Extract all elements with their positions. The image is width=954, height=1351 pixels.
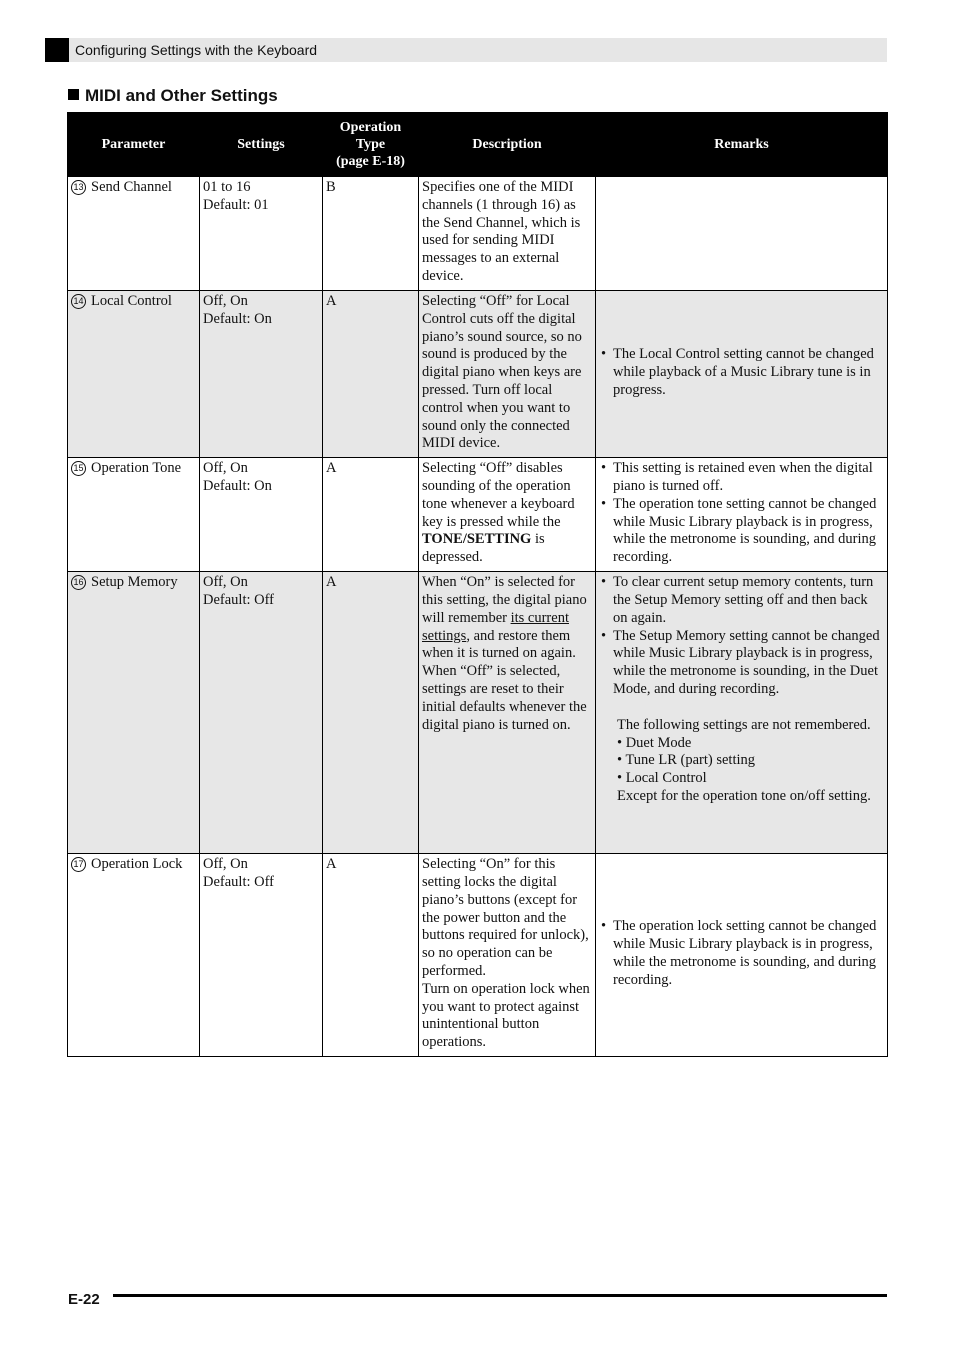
remarks-cell — [596, 458, 888, 572]
description-cell — [419, 458, 596, 572]
description-cell — [419, 572, 596, 854]
settings-default: Default: On — [203, 477, 272, 494]
settings-range: 01 to 16 — [203, 179, 251, 195]
table-row — [68, 458, 888, 572]
remarks-list — [599, 346, 884, 399]
note-list — [617, 735, 884, 788]
settings-table — [67, 112, 888, 1057]
remark-item: • The Local Control setting cannot be changed while playback of a Music Library tune is in progress. — [599, 346, 884, 399]
running-header-text: Configuring Settings with the Keyboard — [75, 42, 318, 58]
header-remarks: Remarks — [596, 113, 888, 177]
remarks-cell — [596, 177, 888, 291]
remarks-list — [599, 460, 884, 567]
description-text: Selecting “Off” disables sounding of the operation tone whenever a keyboard key is pressed while the — [422, 460, 575, 530]
description-text: When “Off” is selected, settings are reset to their initial defaults whenever the digital piano is turned on. — [422, 663, 587, 733]
description-text: Turn on operation lock when you want to protect against unintentional button operations. — [422, 980, 590, 1051]
footer-rule — [113, 1294, 887, 1297]
settings-default: Default: Off — [203, 873, 274, 890]
page-number: E-22 — [68, 1291, 100, 1308]
remarks-cell — [596, 291, 888, 458]
param-name: Send Channel — [91, 179, 172, 195]
header-op-line3: (page E-18) — [336, 154, 405, 169]
settings-cell — [200, 291, 323, 458]
header-marker — [45, 38, 69, 62]
header-op-line1: Operation — [339, 120, 402, 135]
running-header — [45, 38, 887, 62]
type-cell: A — [323, 291, 419, 458]
settings-default: Default: 01 — [203, 196, 269, 213]
section-title — [68, 86, 278, 106]
description-text: , and restore them when it is turned on again. — [422, 627, 576, 662]
header-operation-type — [323, 113, 419, 177]
header-parameter: Parameter — [68, 113, 200, 177]
description-text: is depressed. — [422, 531, 545, 566]
table-row — [68, 854, 888, 1057]
type-cell: A — [323, 572, 419, 854]
note-outro: Except for the operation tone on/off setting. — [617, 787, 871, 804]
description-underlined: its current settings — [422, 609, 569, 644]
param-name: Operation Tone — [91, 460, 182, 477]
description-cell: Selecting “Off” for Local Control cuts off the digital piano’s sound source, so no sound is produced by the digital piano when keys are pressed. Turn off local control when you want to sound only the connected MIDI device. — [419, 291, 596, 458]
square-bullet-icon — [68, 89, 79, 100]
header-settings: Settings — [200, 113, 323, 177]
note-item: • Duet Mode — [617, 735, 884, 753]
note-intro: The following settings are not remembered. — [617, 716, 871, 733]
remarks-list — [599, 918, 884, 989]
remark-item: • This setting is retained even when the digital piano is turned off. — [599, 460, 884, 496]
remark-item: • The operation tone setting cannot be changed while Music Library playback is in progress, while the metronome is sounding, and during recording. — [599, 496, 884, 567]
table-row — [68, 291, 888, 458]
param-name: Local Control — [91, 293, 172, 309]
settings-cell — [200, 458, 323, 572]
remarks-note — [599, 717, 884, 806]
settings-range: Off, On — [203, 856, 248, 873]
circled-number: 17 — [71, 857, 86, 872]
description-text: Selecting “On” for this setting locks the digital piano’s buttons (except for the power button and the buttons required for unlock), so no operation can be performed. — [422, 856, 589, 979]
settings-range: Off, On — [203, 574, 248, 591]
type-cell: B — [323, 177, 419, 291]
table-row — [68, 572, 888, 854]
circled-number: 14 — [71, 294, 86, 309]
settings-cell — [200, 177, 323, 291]
circled-number: 16 — [71, 575, 86, 590]
header-op-line2: Type — [355, 137, 386, 152]
settings-cell — [200, 854, 323, 1057]
description-cell — [419, 854, 596, 1057]
settings-cell — [200, 572, 323, 854]
param-cell — [68, 291, 200, 458]
param-cell — [68, 572, 200, 854]
param-name: Operation Lock — [91, 856, 183, 873]
type-cell: A — [323, 458, 419, 572]
settings-default: Default: Off — [203, 591, 274, 608]
section-title-text: MIDI and Other Settings — [85, 86, 278, 105]
note-item: • Local Control — [617, 770, 884, 788]
table-header-row — [68, 113, 888, 177]
circled-number: 15 — [71, 461, 86, 476]
description-cell: Specifies one of the MIDI channels (1 through 16) as the Send Channel, which is used for sending MIDI messages to an external device. — [419, 177, 596, 291]
remarks-cell — [596, 572, 888, 854]
param-name: Setup Memory — [91, 574, 178, 591]
remarks-cell — [596, 854, 888, 1057]
remark-item: • The Setup Memory setting cannot be changed while Music Library playback is in progress, while the metronome is sounding, in the Duet Mode, and during recording. — [599, 628, 884, 699]
param-cell — [68, 177, 200, 291]
type-cell: A — [323, 854, 419, 1057]
settings-range: Off, On — [203, 293, 248, 309]
header-description: Description — [419, 113, 596, 177]
settings-default: Default: On — [203, 310, 272, 327]
param-cell — [68, 854, 200, 1057]
settings-range: Off, On — [203, 460, 248, 477]
note-item: • Tune LR (part) setting — [617, 752, 884, 770]
button-name: TONE/SETTING — [422, 531, 532, 548]
circled-number: 13 — [71, 180, 86, 195]
remark-item: • The operation lock setting cannot be changed while Music Library playback is in progress, while the metronome is sounding, and during recording. — [599, 918, 884, 989]
description-text: When “On” is selected for this setting, the digital piano will remember — [422, 574, 587, 626]
remark-item: • To clear current setup memory contents, turn the Setup Memory setting off and then back on again. — [599, 574, 884, 627]
table-row — [68, 177, 888, 291]
remarks-list — [599, 574, 884, 699]
param-cell — [68, 458, 200, 572]
